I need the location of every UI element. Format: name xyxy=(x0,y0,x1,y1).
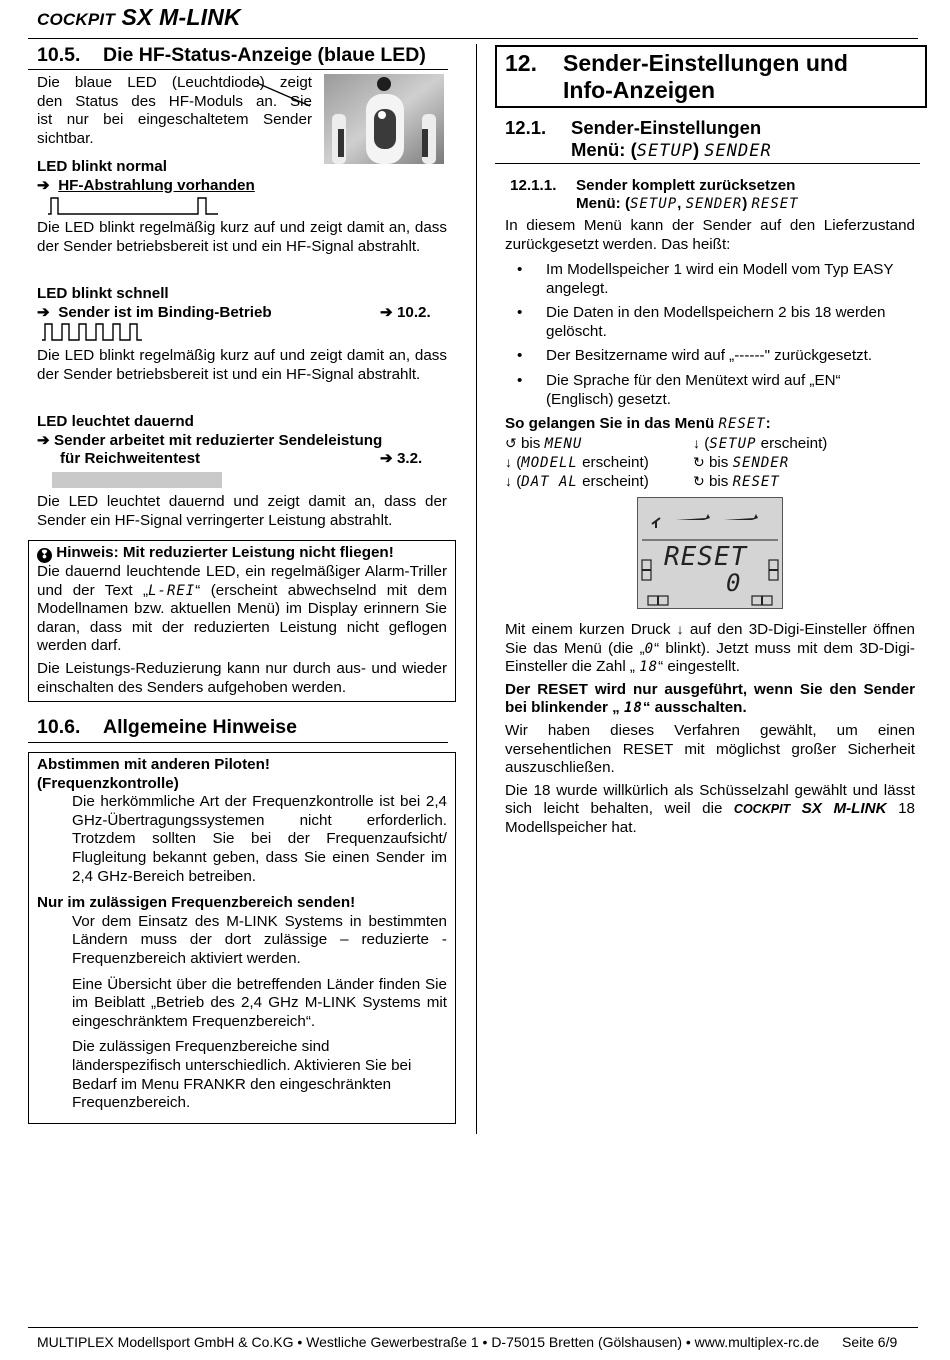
lcd-text: SETUP xyxy=(709,435,757,452)
general-notes-content xyxy=(37,756,447,1113)
page-number: Seite 6/9 xyxy=(842,1334,898,1350)
lcd-text: RESET xyxy=(732,473,780,490)
warning-icon: ❢ xyxy=(37,548,52,563)
howto-text: erscheint) xyxy=(577,453,649,471)
lcd-text: SENDER xyxy=(732,454,790,471)
press-down-icon: ↓ xyxy=(693,434,700,451)
ref-3-2: ➔ 3.2. xyxy=(380,450,423,468)
notes-subtitle: (Frequenzkontrolle) xyxy=(37,774,179,792)
howto-row xyxy=(505,453,920,472)
lcd-text: RESET xyxy=(751,196,799,212)
warning-text: Der RESET wird nur ausgeführt, wenn Sie den Sender bei blinkender „ xyxy=(505,680,915,717)
section-number: 10.5. xyxy=(37,44,81,66)
led-normal-title: LED blinkt normal xyxy=(37,158,167,175)
list-item: • Im Modellspeicher 1 wird ein Modell vom Typ EASY angelegt. xyxy=(505,261,905,298)
lcd-text: MENU xyxy=(544,435,583,452)
body-text: Mit einem kurzen Druck xyxy=(505,621,677,638)
list-item: • Der Besitzername wird auf „------" zurückgesetzt. xyxy=(505,347,905,366)
section-12-1-1-heading: 12.1.1. Sender komplett zurücksetzen Menü: (SETUP, SENDER) RESET xyxy=(510,177,799,212)
lcd-text: RESET xyxy=(718,416,766,432)
lcd-text: SETUP xyxy=(636,141,693,161)
howto-block xyxy=(505,415,920,491)
note-text: “ (erscheint abwechselnd mit dem Modellnamen bzw. aktuellen Menü) im Display erinnern Sie daran, dass mit der reduzierten Leistung nicht geflogen werden darf. xyxy=(37,581,447,655)
heading-underline xyxy=(495,163,920,164)
lcd-text: 18 xyxy=(639,659,659,676)
howto-title: So gelangen Sie in das Menü xyxy=(505,415,719,432)
arrow-icon: ➔ xyxy=(37,303,50,321)
chapter-12-heading xyxy=(505,50,848,104)
section-title: Die HF-Status-Anzeige (blaue LED) xyxy=(103,44,426,66)
ref-10-2: ➔ 10.2. xyxy=(380,303,431,321)
brand-small-caps: COCKPIT xyxy=(733,802,791,817)
led-fast-subtitle: Sender ist im Binding-Betrieb xyxy=(58,303,272,321)
section-10-5-heading xyxy=(37,46,447,66)
howto-text: bis xyxy=(704,453,733,471)
body-text: Die 18 wurde willkürlich als Schüsselzahl gewählt und lässt sich leicht behalten, weil die xyxy=(505,781,915,818)
lcd-text: L-REI xyxy=(148,582,196,599)
section-10-6-heading xyxy=(37,718,297,737)
lcd-value: 0 xyxy=(726,569,742,597)
section-title: Sender komplett zurücksetzen xyxy=(576,177,796,194)
reset-bullet-list xyxy=(505,261,905,415)
body-text: Wir haben dieses Verfahren gewählt, um einen versehentlichen RESET mit möglichst großer Sicherheit auszuschließen. xyxy=(505,721,915,777)
lcd-text: 18 xyxy=(624,700,643,717)
lcd-display xyxy=(637,497,783,609)
lcd-text: SENDER xyxy=(685,196,743,212)
led-fast-text: Die LED blinkt regelmäßig kurz auf und zeigt damit an, dass der Sender betriebsbereit ist und ein HF-Signal abstrahlt. xyxy=(37,347,447,383)
arrow-icon: ➔ xyxy=(37,176,50,194)
section-title: Sender-Einstellungen xyxy=(571,117,762,138)
footer-text: MULTIPLEX Modellsport GmbH & Co.KG • Westliche Gewerbestraße 1 • D-75015 Bretten (Gölshausen) • www.multiplex-rc.de xyxy=(37,1334,820,1350)
led-normal-block xyxy=(37,158,447,195)
howto-text: ( xyxy=(512,472,522,490)
howto-text: erscheint) xyxy=(756,434,828,452)
led-steady-title: LED leuchtet dauernd xyxy=(37,413,194,430)
lcd-text: DAT AL xyxy=(521,473,578,490)
notes-text: Die herkömmliche Art der Frequenzkontrolle ist bei 2,4 GHz-Übertragungssystemen nicht erforderlich. Trotzdem sollten Sie bei der Frequenzaufsicht/ Flugleitung bekannt geben, dass Sie einen Sender im 2,4 GHz-Bereich betreiben. xyxy=(72,793,447,885)
reset-intro: In diesem Menü kann der Sender auf den Lieferzustand zurückgesetzt werden. Das heißt: xyxy=(505,217,915,253)
notes-text: Eine Übersicht über die betreffenden Länder finden Sie im Beiblatt „Betrieb des 2,4 GHz M-LINK Systems mit eingeschränktem Frequenzbereich“. xyxy=(72,975,447,1030)
pulse-fast-diagram xyxy=(40,322,145,342)
howto-title-end: : xyxy=(765,415,771,432)
note-content xyxy=(37,544,447,697)
column-divider xyxy=(476,44,477,1134)
reset-body xyxy=(505,620,915,838)
pulse-normal-diagram xyxy=(46,196,221,216)
led-steady-subtitle: Sender arbeitet mit reduzierter Sendeleistung xyxy=(53,431,383,449)
lcd-text: SENDER xyxy=(704,141,772,161)
heading-underline xyxy=(28,742,448,743)
lcd-text: MODELL xyxy=(521,454,578,471)
rotate-left-icon: ↺ xyxy=(505,434,517,451)
notes-title: Abstimmen mit anderen Piloten! xyxy=(37,756,270,773)
menu-label: Menü: xyxy=(571,139,631,160)
lcd-main-text: RESET xyxy=(664,542,748,572)
note-title: Hinweis: Mit reduzierter Leistung nicht fliegen! xyxy=(56,544,394,561)
led-fast-title: LED blinkt schnell xyxy=(37,285,169,302)
list-item: • Die Daten in den Modellspeichern 2 bis 18 werden gelöscht. xyxy=(505,304,905,341)
howto-text: ( xyxy=(700,434,710,452)
section-title: Allgemeine Hinweise xyxy=(103,716,297,738)
chapter-number: 12. xyxy=(505,50,537,76)
header-rule xyxy=(28,38,918,39)
lcd-text: SETUP xyxy=(630,196,678,212)
press-down-icon: ↓ xyxy=(676,621,684,637)
howto-text: bis xyxy=(704,472,733,490)
section-10-5 xyxy=(37,46,447,66)
intro-line: Die blaue LED (Leuchtdiode) zeigt xyxy=(37,74,312,91)
brand-rest: SX M-LINK xyxy=(790,800,887,818)
notes-title-2: Nur im zulässigen Frequenzbereich senden! xyxy=(37,894,356,912)
howto-text: bis xyxy=(516,434,545,452)
warning-text: “ ausschalten. xyxy=(642,699,747,717)
callout-line xyxy=(255,80,315,110)
menu-label: Menü: xyxy=(576,195,625,212)
footer-rule xyxy=(28,1327,918,1328)
arrow-icon: ➔ xyxy=(37,431,50,449)
intro-line: ist nur bei eingeschaltetem Sender xyxy=(37,111,312,129)
section-number: 12.1.1. xyxy=(510,177,557,194)
led-normal-subtitle: HF-Abstrahlung vorhanden xyxy=(58,176,255,194)
body-text: 18 Modellspeicher hat. xyxy=(505,800,915,836)
body-text: “ blinkt). Jetzt muss mit dem 3D-Digi-Einsteller die Zahl „ xyxy=(505,639,915,676)
chapter-title-2: Info-Anzeigen xyxy=(563,77,716,103)
section-number: 12.1. xyxy=(505,117,547,138)
howto-row xyxy=(505,472,920,491)
led-steady-text: Die LED leuchtet dauernd und zeigt damit an, dass der Sender ein HF-Signal verringerter Leistung abstrahlt. xyxy=(37,493,447,529)
note-text: Die dauernd leuchtende LED, ein regelmäßiger Alarm-Triller und der Text „ xyxy=(37,563,447,599)
press-down-icon: ↓ xyxy=(505,453,512,470)
led-steady-subtitle-2: für Reichweitentest xyxy=(60,450,201,468)
body-text: “ eingestellt. xyxy=(658,658,740,676)
steady-led-bar xyxy=(52,472,222,488)
section-12-1-heading: 12.1. Sender-Einstellungen Menü: (SETUP) SENDER xyxy=(505,117,772,161)
brand-rest: SX M-LINK xyxy=(114,4,241,30)
rotate-right-icon: ↻ xyxy=(693,472,705,489)
section-number: 10.6. xyxy=(37,716,81,738)
lcd-text: 0 xyxy=(644,640,655,657)
intro-line: den Status des HF-Moduls an. Sie xyxy=(37,92,312,110)
notes-text: Vor dem Einsatz des M-LINK Systems in bestimmten Ländern muss der dort zulässige – reduzierte - Frequenzbereich aktiviert werden. xyxy=(72,912,447,967)
led-steady-block xyxy=(37,413,447,469)
howto-text: ( xyxy=(512,453,522,471)
chapter-title: Sender-Einstellungen und xyxy=(563,50,848,76)
note-text-2: Die Leistungs-Reduzierung kann nur durch aus- und wieder einschalten des Senders aufgehoben werden. xyxy=(37,659,447,696)
list-item: • Die Sprache für den Menütext wird auf „EN“ (Englisch) gesetzt. xyxy=(505,372,905,409)
intro-line: sichtbar. xyxy=(37,129,94,147)
notes-text: Die zulässigen Frequenzbereiche sind länderspezifisch unterschiedlich. Aktivieren Sie bei Bedarf im Menu FRANKR den eingeschränkten Frequenzbereich. xyxy=(72,1038,412,1112)
rotate-right-icon: ↻ xyxy=(693,453,705,470)
howto-text: erscheint) xyxy=(577,472,649,490)
led-photo xyxy=(324,74,444,164)
brand-small-caps: COCKPIT xyxy=(37,10,115,29)
page-footer xyxy=(37,1333,917,1352)
page-header xyxy=(37,4,241,30)
press-down-icon: ↓ xyxy=(505,472,512,489)
howto-row xyxy=(505,434,920,453)
body-text: auf den 3D-Digi-Einsteller öffnen Sie das Menü (die „ xyxy=(505,621,916,657)
heading-underline xyxy=(28,69,448,70)
led-fast-block xyxy=(37,285,447,322)
led-normal-text: Die LED blinkt regelmäßig kurz auf und zeigt damit an, dass der Sender betriebsbereit ist und ein HF-Signal abstrahlt. xyxy=(37,219,447,255)
